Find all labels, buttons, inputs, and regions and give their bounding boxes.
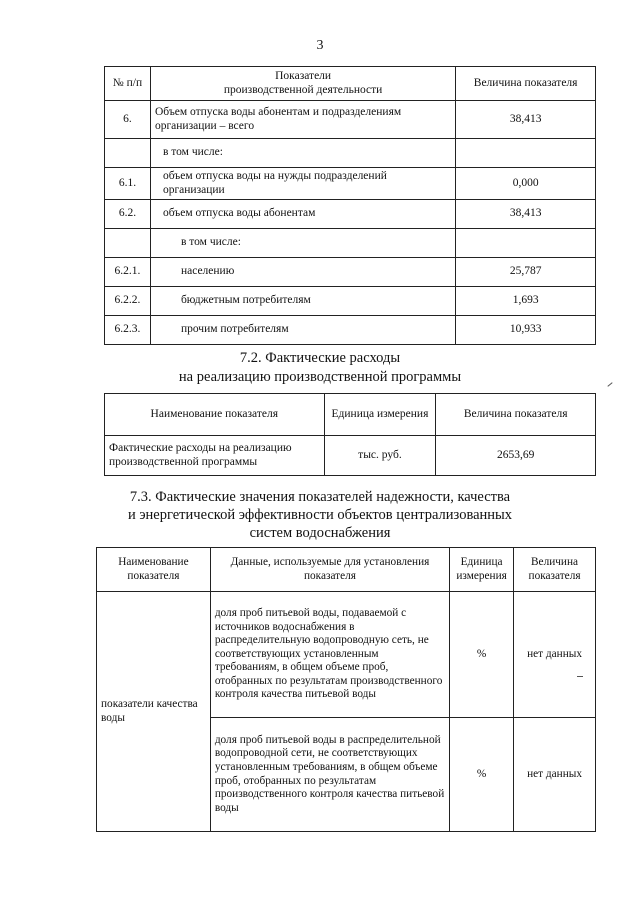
row-num	[105, 139, 151, 168]
section-7-2-title-line1: 7.2. Фактические расходы	[239, 350, 401, 366]
row-value	[456, 139, 596, 168]
table-row	[105, 258, 596, 287]
row-num: 6.2.	[105, 200, 151, 229]
production-indicators-table	[104, 66, 596, 345]
row-value: 38,413	[456, 200, 596, 229]
row-name: объем отпуска воды на нужды подразделений организации	[150, 168, 455, 200]
table-row	[105, 168, 596, 200]
col-header-value: Величина показателя	[456, 67, 596, 101]
table-row	[105, 101, 596, 139]
row-value: 38,413	[456, 101, 596, 139]
scan-mark	[577, 676, 583, 677]
table-header-row	[97, 548, 596, 592]
row-unit: %	[450, 592, 514, 718]
row-num: 6.2.2.	[105, 287, 151, 316]
table-row	[105, 200, 596, 229]
row-name: в том числе:	[150, 229, 455, 258]
row-data: доля проб питьевой воды, подаваемой с источников водоснабжения в распределительную водопроводную сеть, не соответствующих установленным требованиям, в общем объеме проб, отобранных по результатам производственного контроля качества питьевой воды	[210, 592, 449, 718]
col-header-name: Наименование показателя	[97, 548, 211, 592]
row-name: Фактические расходы на реализацию производственной программы	[105, 436, 325, 476]
section-7-3-title-line1: 7.3. Фактические значения показателей надежности, качества	[129, 489, 511, 505]
row-value: 0,000	[456, 168, 596, 200]
row-num: 6.2.3.	[105, 316, 151, 345]
row-value: 10,933	[456, 316, 596, 345]
row-value: 2653,69	[436, 436, 596, 476]
row-unit: тыс. руб.	[324, 436, 436, 476]
row-value: нет данных	[514, 718, 596, 832]
col-header-name: Наименование показателя	[105, 394, 325, 436]
table-row	[105, 229, 596, 258]
row-num: 6.1.	[105, 168, 151, 200]
col-header-value: Величина показателя	[436, 394, 596, 436]
group-name: показатели качества воды	[97, 592, 211, 832]
col-header-data: Данные, используемые для установления показателя	[210, 548, 449, 592]
col-header-name: Показатели производственной деятельности	[150, 67, 455, 101]
row-num: 6.	[105, 101, 151, 139]
row-name: объем отпуска воды абонентам	[150, 200, 455, 229]
water-quality-table	[96, 547, 596, 832]
row-name: Объем отпуска воды абонентам и подразделениям организации – всего	[150, 101, 455, 139]
row-name: прочим потребителям	[150, 316, 455, 345]
row-name: бюджетным потребителям	[150, 287, 455, 316]
table-row	[105, 287, 596, 316]
section-7-3-title-line2: и энергетической эффективности объектов централизованных	[127, 507, 513, 523]
row-name: в том числе:	[150, 139, 455, 168]
col-header-num: № п/п	[105, 67, 151, 101]
col-header-unit: Единица измерения	[324, 394, 436, 436]
row-value: 25,787	[456, 258, 596, 287]
table-header-row	[105, 394, 596, 436]
row-data: доля проб питьевой воды в распределительной водопроводной сети, не соответствующих установленным требованиям, в общем объеме проб, отобранных по результатам производственного контроля качества питьевой воды	[210, 718, 449, 832]
table-row	[105, 316, 596, 345]
table-row	[97, 592, 596, 718]
col-header-unit: Единица измерения	[450, 548, 514, 592]
table-row	[105, 139, 596, 168]
col-header-value: Величина показателя	[514, 548, 596, 592]
page-number: 3	[316, 38, 324, 53]
row-name: населению	[150, 258, 455, 287]
row-value: нет данных	[514, 592, 596, 718]
row-unit: %	[450, 718, 514, 832]
row-value	[456, 229, 596, 258]
table-header-row	[105, 67, 596, 101]
row-num	[105, 229, 151, 258]
row-num: 6.2.1.	[105, 258, 151, 287]
row-value: 1,693	[456, 287, 596, 316]
section-7-2-title-line2: на реализацию производственной программы	[178, 369, 462, 385]
actual-expenses-table	[104, 393, 596, 476]
table-row	[105, 436, 596, 476]
section-7-3-title-line3: систем водоснабжения	[249, 525, 391, 541]
